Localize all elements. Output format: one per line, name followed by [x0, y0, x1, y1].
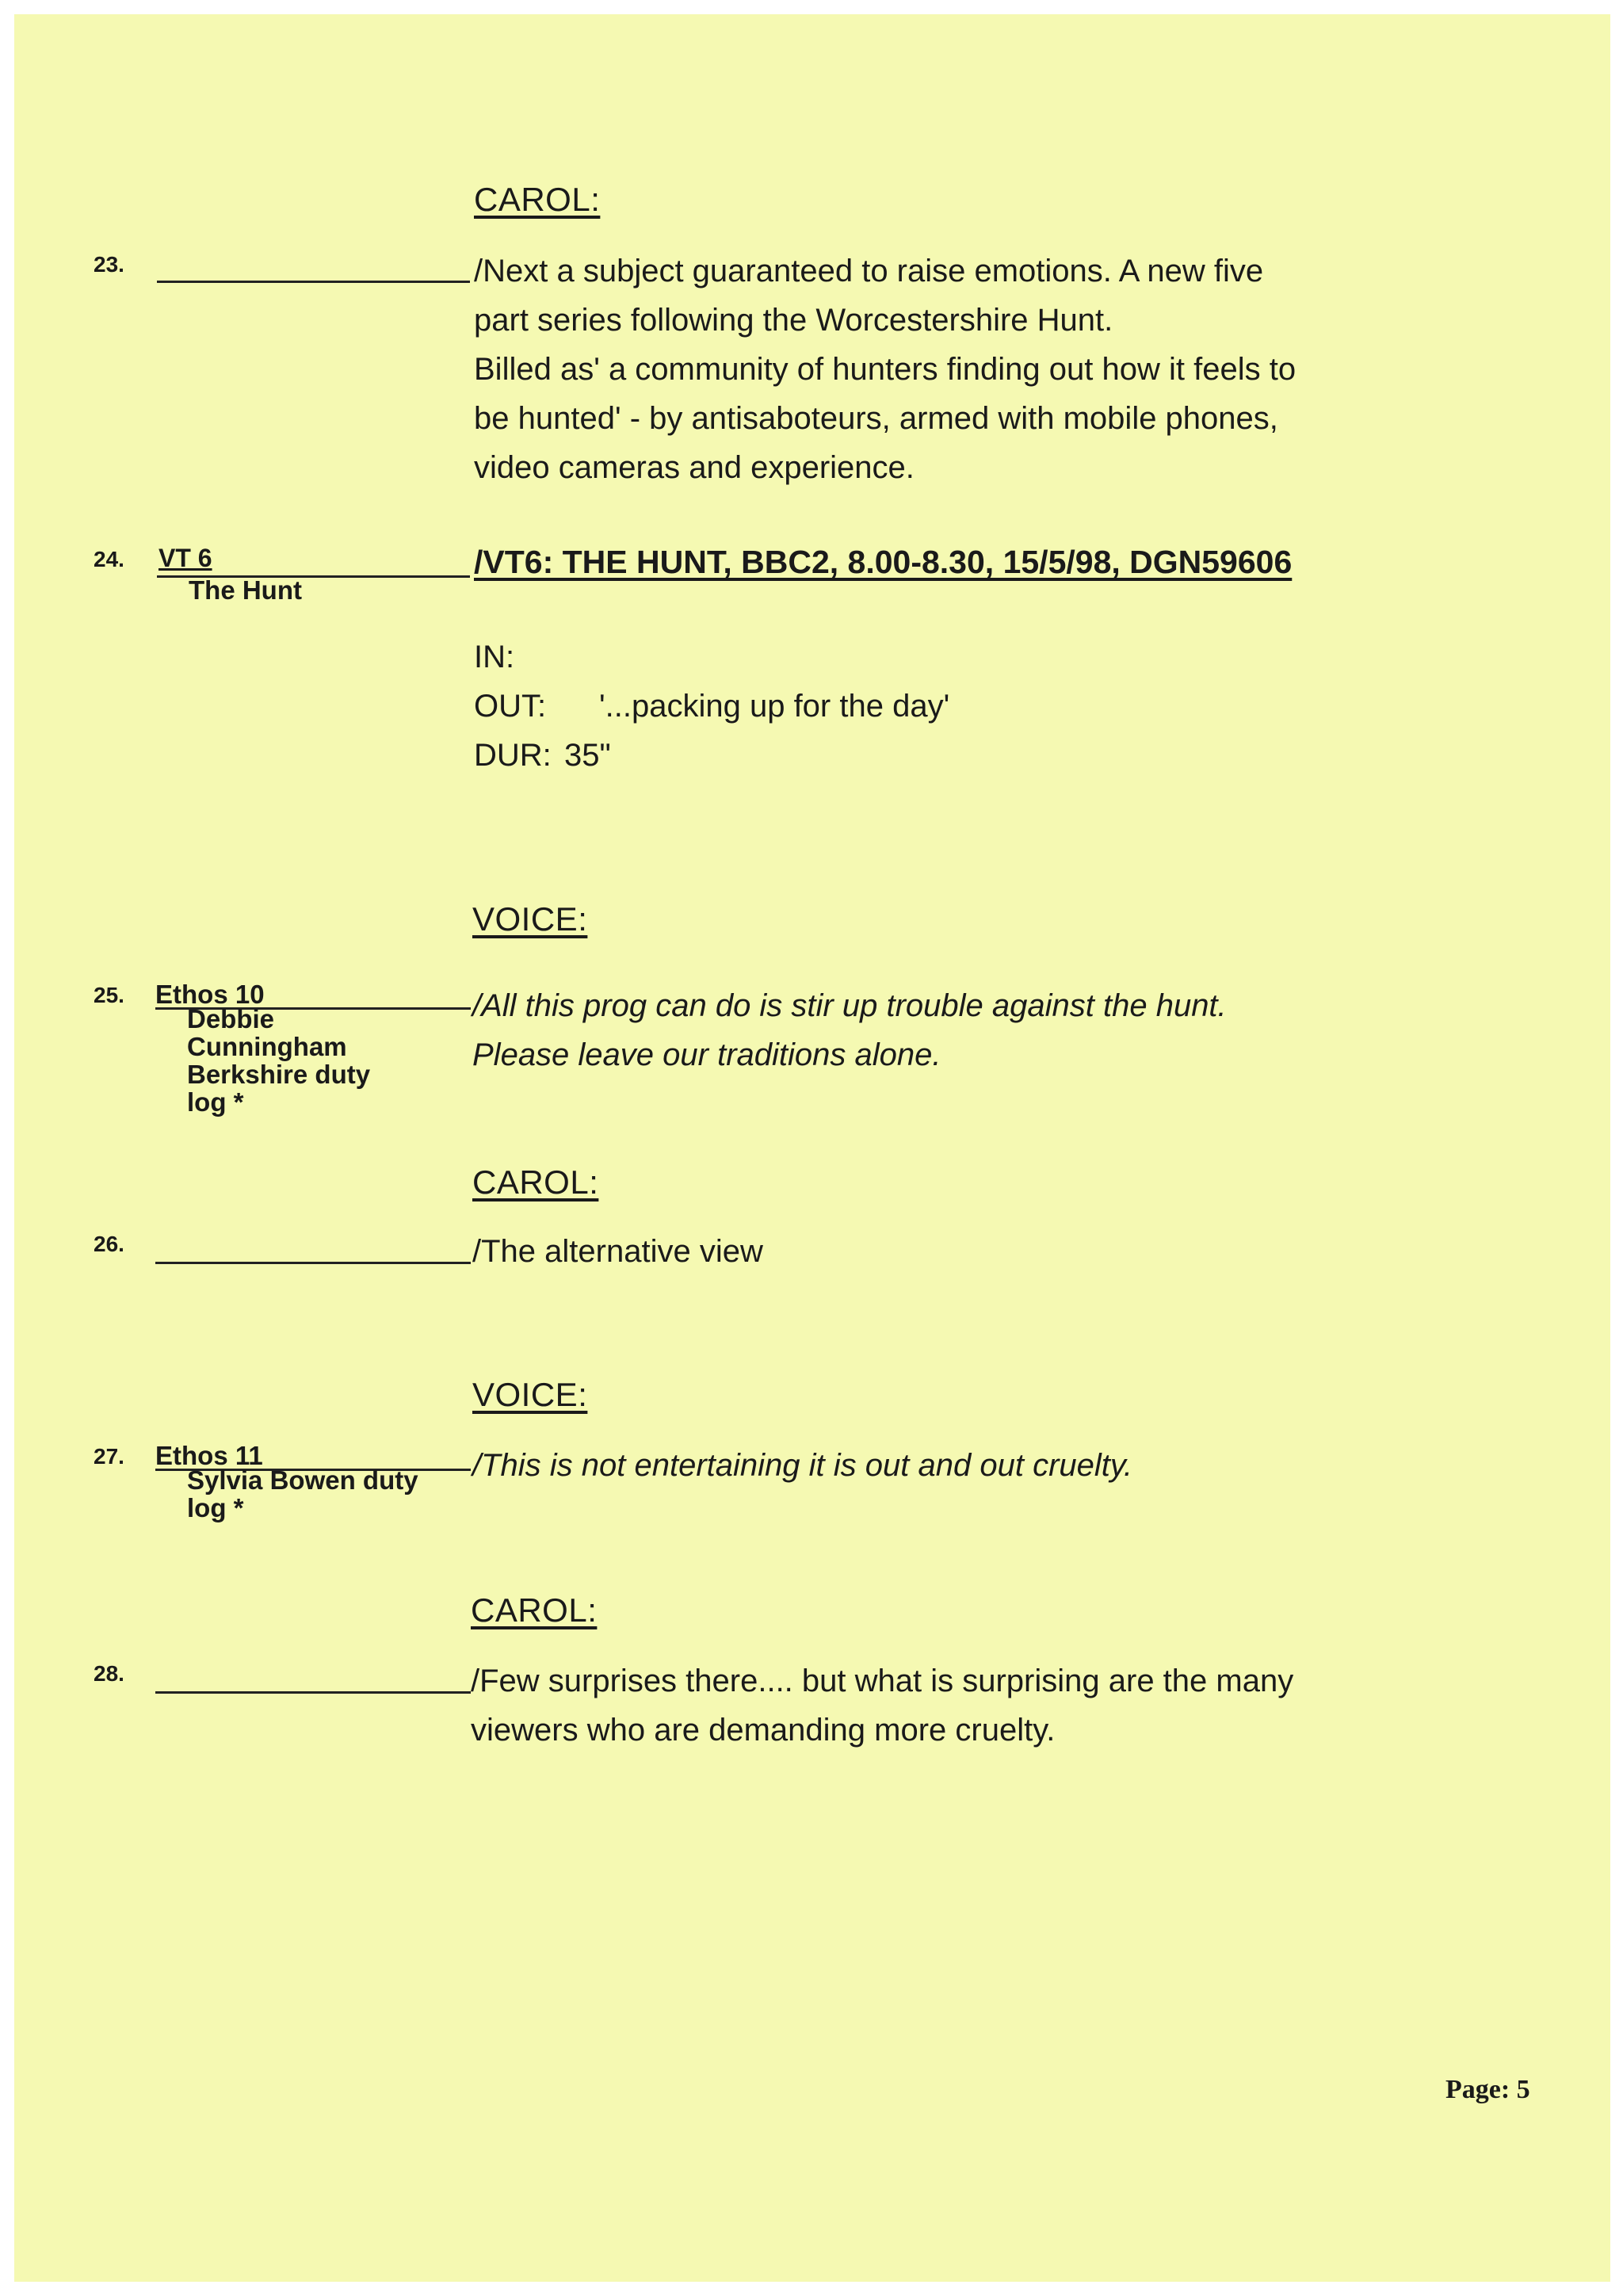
page-number: Page: 5: [1445, 2075, 1530, 2104]
dialogue-line: be hunted' - by antisaboteurs, armed with mobile phones,: [474, 401, 1278, 436]
cue-rule-28: [155, 1691, 471, 1694]
cue-line: Debbie: [187, 1004, 275, 1033]
speaker-voice-25: VOICE:: [472, 900, 588, 938]
cue-rule-23: [157, 281, 470, 283]
item-number-25: 25.: [94, 983, 124, 1007]
vt-in-label: IN:: [474, 640, 515, 674]
dialogue-line: /Next a subject guaranteed to raise emotions. A new five: [474, 254, 1264, 288]
cue-line: Berkshire duty: [187, 1060, 371, 1089]
dialogue-26: [472, 1227, 1463, 1276]
dialogue-line: part series following the Worcestershire Hunt.: [474, 303, 1113, 338]
dialogue-28: [471, 1656, 1461, 1755]
dialogue-line: video cameras and experience.: [474, 450, 915, 485]
speaker-carol-26: CAROL:: [472, 1163, 599, 1201]
vt-out-label: OUT:: [474, 689, 547, 724]
ethos-cue-details-27: [187, 1466, 418, 1522]
vt-out-value: '...packing up for the day': [599, 689, 950, 724]
dialogue-line: /All this prog can do is stir up trouble against the hunt.: [472, 988, 1227, 1023]
dialogue-line: Billed as' a community of hunters finding out how it feels to: [474, 352, 1296, 387]
speaker-carol-28: CAROL:: [471, 1591, 598, 1629]
vt-cue-sub: The Hunt: [189, 575, 302, 605]
speaker-carol-23: CAROL:: [474, 181, 601, 218]
dialogue-line: /This is not entertaining it is out and out cruelty.: [472, 1448, 1133, 1483]
item-number-27: 27.: [94, 1444, 124, 1469]
ethos-cue-details-25: [187, 1005, 370, 1116]
item-number-24: 24.: [94, 547, 124, 571]
item-number-23: 23.: [94, 252, 124, 277]
dialogue-25: [472, 981, 1463, 1079]
speaker-voice-27: VOICE:: [472, 1376, 588, 1413]
dialogue-23: [474, 246, 1425, 492]
vt-title: /VT6: THE HUNT, BBC2, 8.00-8.30, 15/5/98, DGN59606: [474, 544, 1293, 580]
ethos-cue-label-25: Ethos 10: [155, 980, 265, 1009]
dialogue-line: viewers who are demanding more cruelty.: [471, 1713, 1056, 1748]
cue-rule-26: [155, 1262, 471, 1264]
item-number-26: 26.: [94, 1232, 124, 1256]
cue-line: Cunningham: [187, 1032, 347, 1061]
vt-dur-value: 35": [564, 738, 611, 773]
dialogue-27: [472, 1441, 1463, 1490]
cue-line: log *: [187, 1493, 244, 1522]
vt-dur-label: DUR:: [474, 738, 552, 773]
ethos-cue-label-27: Ethos 11: [155, 1441, 263, 1470]
item-number-28: 28.: [94, 1661, 124, 1686]
dialogue-line: Please leave our traditions alone.: [472, 1037, 941, 1072]
script-page: [14, 14, 1610, 2282]
dialogue-line: /Few surprises there.... but what is surprising are the many: [471, 1664, 1294, 1698]
dialogue-line: /The alternative view: [472, 1234, 763, 1269]
cue-line: log *: [187, 1087, 244, 1117]
cue-line: Sylvia Bowen duty: [187, 1465, 418, 1495]
vt-cue-label: VT 6: [158, 544, 212, 572]
